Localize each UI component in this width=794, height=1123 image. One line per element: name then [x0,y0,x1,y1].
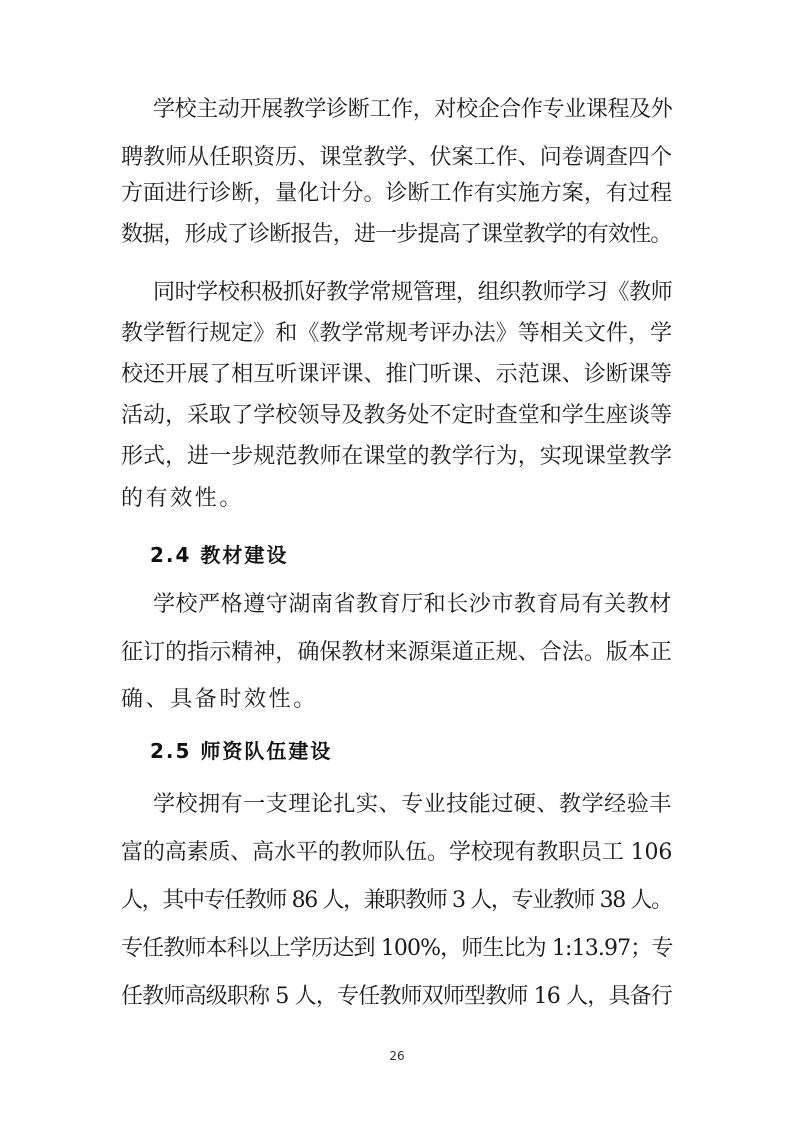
section-2-4-line-1: 学校严格遵守湖南省教育厅和长沙市教育局有关教材 [153,592,672,617]
paragraph-1-line-1: 学校主动开展教学诊断工作，对校企合作专业课程及外 [153,97,673,122]
section-2-4-line-2: 征订的指示精神，确保教材来源渠道正规、合法。版本正 [121,640,673,665]
paragraph-2-line-2: 教学暂行规定》和《教学常规考评办法》等相关文件，学 [121,321,673,346]
section-heading-2-4: 2.4 教材建设 [150,543,289,567]
paragraph-2-line-6: 的有效性。 [121,486,245,511]
paragraph-2-line-3: 校还开展了相互听课评课、推门听课、示范课、诊断课等 [121,362,673,387]
section-2-5-line-2: 富的高素质、高水平的教师队伍。学校现有教职员工 106 [121,840,673,865]
paragraph-2-line-1: 同时学校积极抓好教学常规管理，组织教师学习《教师 [153,280,673,305]
paragraph-1-line-4: 数据，形成了诊断报告，进一步提高了课堂教学的有效性。 [121,222,672,247]
paragraph-2-line-4: 活动，采取了学校领导及教务处不定时查堂和学生座谈等 [121,403,673,428]
paragraph-2-line-5: 形式，进一步规范教师在课堂的教学行为，实现课堂教学 [121,444,673,469]
section-heading-2-5: 2.5 师资队伍建设 [150,739,333,763]
paragraph-1-line-2: 聘教师从任职资历、课堂教学、伏案工作、问卷调查四个 [121,145,673,170]
section-2-5-line-3: 人，其中专任教师 86 人，兼职教师 3 人，专业教师 38 人。 [121,888,672,913]
paragraph-1-line-3: 方面进行诊断，量化计分。诊断工作有实施方案，有过程 [121,181,673,206]
page-number: 26 [389,1049,405,1063]
section-2-4-line-3: 确、具备时效性。 [121,687,318,712]
section-2-5-line-4: 专任教师本科以上学历达到 100%，师生比为 1:13.97；专 [121,936,673,961]
section-2-5-line-5: 任教师高级职称 5 人，专任教师双师型教师 16 人，具备行 [121,984,672,1009]
section-2-5-line-1: 学校拥有一支理论扎实、专业技能过硬、教学经验丰 [153,792,672,817]
